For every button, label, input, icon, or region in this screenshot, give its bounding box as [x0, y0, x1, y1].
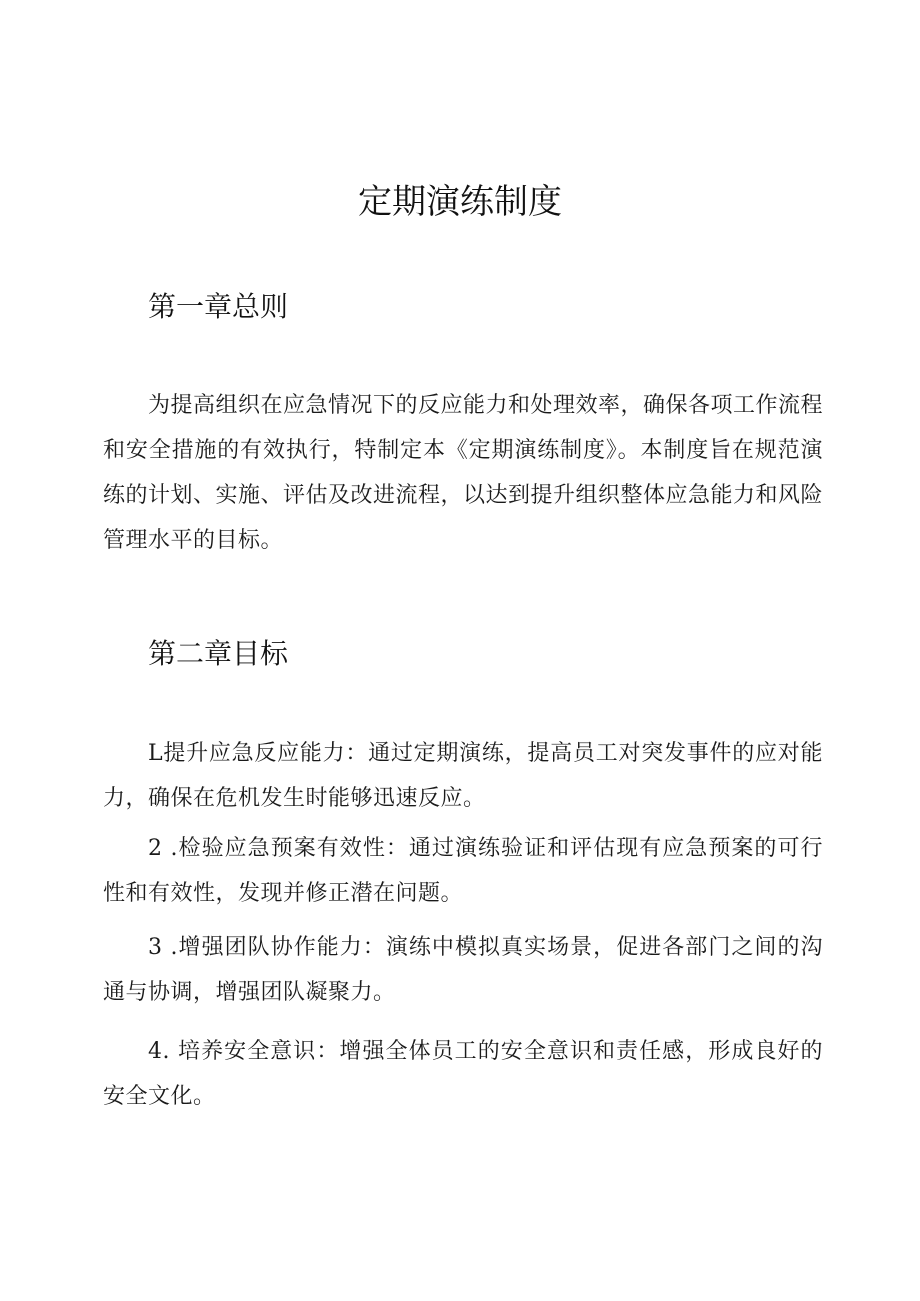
chapter-2-heading: 第二章目标 [148, 637, 289, 670]
chapter-1-paragraph-1: 为提高组织在应急情况下的反应能力和处理效率，确保各项工作流程和安全措施的有效执行，特制定本《定期演练制度》。本制度旨在规范演练的计划、实施、评估及改进流程，以达到提升组织整体应急能力和风险管理水平的目标。 [103, 393, 824, 553]
goal-item-1: L提升应急反应能力：通过定期演练，提高员工对突发事件的应对能力，确保在危机发生时能够迅速反应。 [103, 741, 823, 811]
goal-item-2: 2 .检验应急预案有效性：通过演练验证和评估现有应急预案的可行性和有效性，发现并修正潜在问题。 [103, 836, 823, 906]
document-title: 定期演练制度 [358, 182, 562, 222]
goal-item-3: 3 .增强团队协作能力：演练中模拟真实场景，促进各部门之间的沟通与协调，增强团队凝聚力。 [103, 935, 823, 1005]
goal-item-4: 4. 培养安全意识：增强全体员工的安全意识和责任感，形成良好的安全文化。 [103, 1039, 823, 1109]
chapter-1-heading: 第一章总则 [148, 290, 289, 323]
